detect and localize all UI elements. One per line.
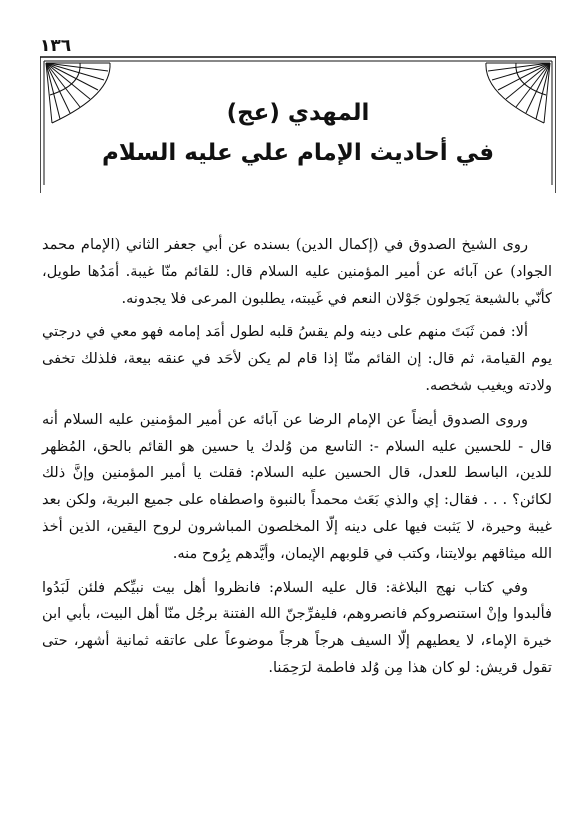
paragraph: روى الشيخ الصدوق في (إكمال الدين) بسنده عن أبي جعفر الثاني (الإمام محمد الجواد) عن آبائه عن أمير المؤمنين عليه السلام قال: للقائم منّا غيبة. أمَدُها طويل، كأنّي بالشيعة يَجولون جَوْلان النعم في غَيبته، يطلبون المرعى فلا يجدونه. [42,236,552,307]
page-number: ١٣٦ [40,36,72,56]
body-text [42,232,552,689]
chapter-subtitle: في أحاديث الإمام علي عليه السلام [101,140,495,166]
chapter-title: المهدي (عج) [226,100,370,126]
paragraph: ألا: فمن ثَبَتَ منهم على دينه ولم يقسُ قلبه لطول أمَد إمامه فهو معي في درجتي يوم القيامة، ثم قال: إن القائم منّا إذا قام لم يكن لأحَد في عنقه بيعة، فلذلك تخفى ولادته ويغيب شخصه. [42,323,552,394]
paragraph: وفي كتاب نهج البلاغة: قال عليه السلام: فانظروا أهل بيت نبيِّكم فلئن لَبَدُوا فألبدوا وإنْ استنصروكم فانصروهم، فليفرِّجنّ الله الفتنة برجُل منّا أهل البيت، بأبي ابن خيرة الإماء، لا يعطيهم إلّا السيف هرجاً هرجاً موضوعاً على عاتقه ثمانية أشهر، حتى تقول قريش: لو كان هذا مِن وُلد فاطمة لرَحِمَنا. [42,578,552,676]
paragraph: وروى الصدوق أيضاً عن الإمام الرضا عن آبائه عن أمير المؤمنين عليه السلام أنه قال - للحسين عليه السلام -: التاسع من وُلدك يا حسين هو القائم بالحق، المُظهر للدين، الباسط للعدل، قال الحسين عليه السلام: فقلت يا أمير المؤمنين وإنَّ ذلك لكائن؟ . . . فقال: إي والذي بَعَث محمداً بالنبوة واصطفاه على جميع البرية، ولكن بعد غيبة وحيرة، لا يَثبت فيها على دينه إلّا المخلصون المباشرون لروح اليقين، الذين أخذ الله ميثاقهم بولايتنا، وكتب في قلوبهم الإيمان، وأيَّدهم بِرُوح منه. [42,410,552,562]
